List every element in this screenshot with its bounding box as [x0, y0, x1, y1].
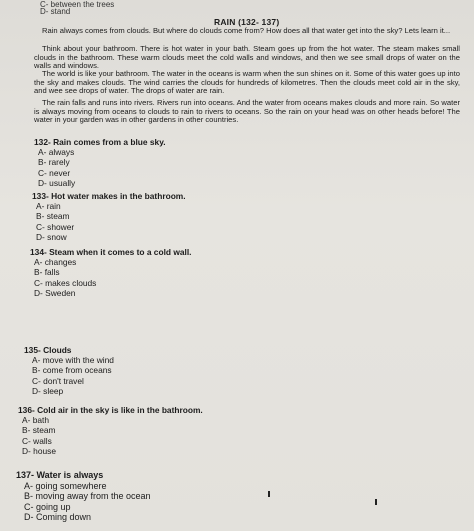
option-d: D- Sweden	[34, 287, 76, 298]
question-stem: 134- Steam when it comes to a cold wall.	[30, 247, 192, 257]
option-b: B- come from oceans	[32, 365, 112, 376]
question-stem: 133- Hot water makes in the bathroom.	[32, 191, 186, 201]
page-title: RAIN (132- 137)	[214, 17, 280, 27]
question-134	[30, 247, 192, 298]
option-c: C- never	[38, 167, 71, 178]
option-c: C- makes clouds	[34, 277, 97, 288]
prev-option-d: D- stand	[40, 7, 71, 16]
option-d: D- Coming down	[24, 512, 92, 523]
option-d: D- snow	[36, 231, 67, 242]
question-136	[18, 405, 203, 456]
question-132	[34, 137, 166, 188]
prev-option-c: C- between the trees	[40, 0, 115, 9]
option-b: B- rarely	[38, 157, 70, 168]
passage-paragraph-4: The rain falls and runs into rivers. Rivers run into oceans. And the water from oceans makes clouds and more rain. So water is always moving from oceans to clouds to rain to rivers to oceans. So the rain on your head was on other heads before! The water in your garden was in other gardens in other countries.	[34, 98, 460, 125]
option-c: C- don't travel	[32, 375, 84, 386]
option-b: B- falls	[34, 267, 60, 278]
question-135	[24, 345, 114, 396]
option-a: A- move with the wind	[32, 355, 114, 366]
option-b: B- moving away from the ocean	[24, 491, 151, 502]
option-a: A- going somewhere	[24, 480, 107, 491]
option-c: C- going up	[24, 501, 71, 512]
option-a: A- rain	[36, 201, 61, 212]
option-a: A- changes	[34, 257, 77, 268]
option-b: B- steam	[22, 425, 56, 436]
question-133	[32, 191, 186, 242]
option-a: A- always	[38, 147, 75, 158]
option-a: A- bath	[22, 415, 50, 426]
question-stem: 132- Rain comes from a blue sky.	[34, 137, 166, 147]
option-c: C- shower	[36, 221, 75, 232]
question-stem: 137- Water is always	[16, 470, 104, 480]
question-137	[16, 470, 151, 523]
passage-paragraph-2: Think about your bathroom. There is hot water in your bath. Steam goes up from the hot water. The steam makes small clouds in the bathroom. These warm clouds meet the cold walls and windows, and then we see small drops of water on the walls and windows.	[34, 44, 460, 71]
passage-paragraph-1: Rain always comes from clouds. But where do clouds come from? How does all that water get into the sky? Lets learn it...	[42, 26, 451, 35]
pen-mark	[268, 491, 270, 497]
pen-mark	[375, 499, 377, 505]
option-d: D- usually	[38, 177, 76, 188]
question-stem: 135- Clouds	[24, 345, 72, 355]
option-d: D- sleep	[32, 385, 64, 396]
option-b: B- steam	[36, 211, 70, 222]
passage-paragraph-3: The world is like your bathroom. The water in the oceans is warm when the sun shines on it. Some of this water goes up into the sky and makes clouds. The wind carries the clouds for hundreds of kilometres. Then the clouds meet cold air in the sky, and wee see drops of water. The drops of water are rain.	[34, 69, 460, 96]
question-stem: 136- Cold air in the sky is like in the bathroom.	[18, 405, 203, 415]
option-c: C- walls	[22, 435, 52, 446]
option-d: D- house	[22, 445, 56, 456]
